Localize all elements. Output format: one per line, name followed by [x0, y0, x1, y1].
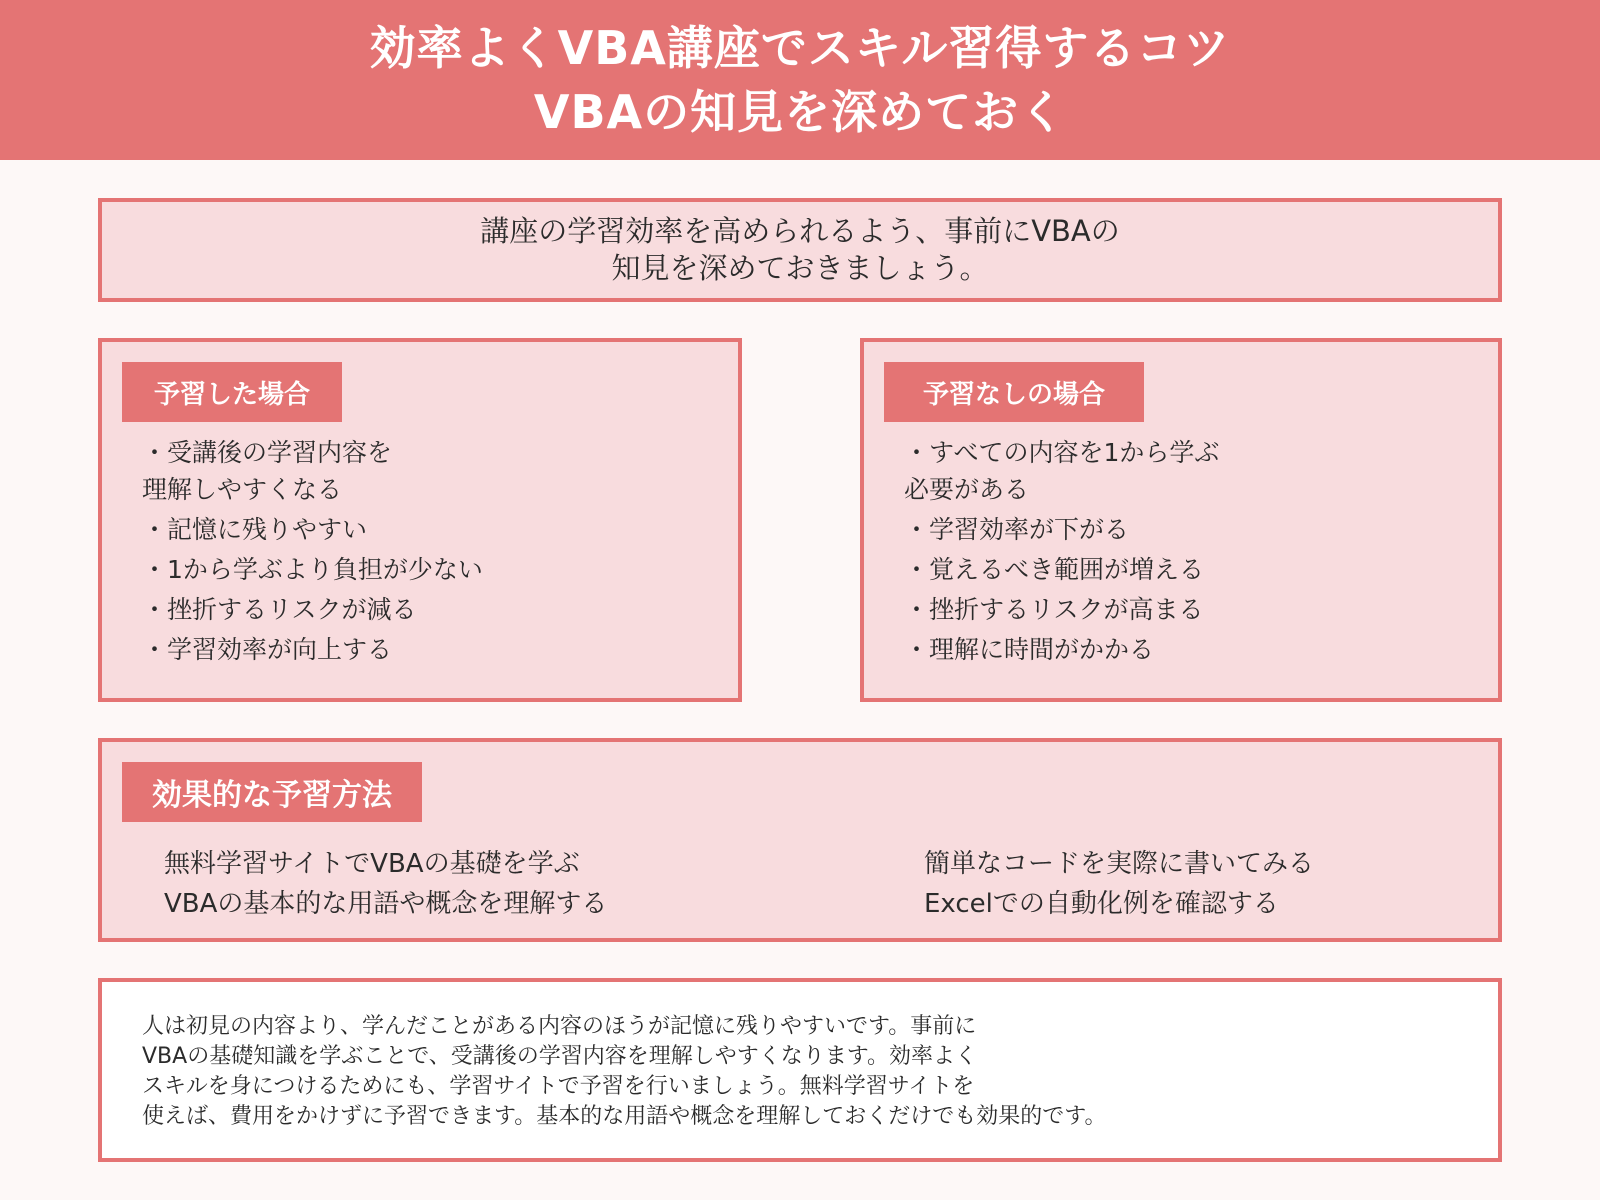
summary-line: 使えば、費用をかけずに予習できます。基本的な用語や概念を理解しておくだけでも効果的です。: [142, 1104, 1107, 1129]
method-item: 無料学習サイトでVBAの基礎を学ぶ: [164, 849, 580, 879]
methods-right-column: [924, 844, 1314, 924]
list-item: ・受講後の学習内容を: [142, 438, 393, 467]
intro-line-1: 講座の学習効率を高められるよう、事前にVBAの: [480, 214, 1120, 248]
without-prep-title: 予習なしの場合: [884, 362, 1144, 422]
summary-text: [142, 1012, 1106, 1132]
with-prep-title: 予習した場合: [122, 362, 342, 422]
without-prep-list: [904, 434, 1219, 671]
list-item: ・挫折するリスクが減る: [142, 595, 417, 624]
summary-line: スキルを身につけるためにも、学習サイトで予習を行いましょう。無料学習サイトを: [142, 1074, 975, 1099]
list-item: ・覚えるべき範囲が増える: [904, 555, 1205, 584]
list-item: ・すべての内容を1から学ぶ: [904, 438, 1220, 467]
summary-line: 人は初見の内容より、学んだことがある内容のほうが記憶に残りやすいです。事前に: [142, 1014, 977, 1039]
list-item: 必要がある: [904, 475, 1030, 504]
list-item: ・学習効率が向上する: [142, 635, 393, 664]
summary-line: VBAの基礎知識を学ぶことで、受講後の学習内容を理解しやすくなります。効率よく: [142, 1044, 977, 1069]
page-header: [0, 0, 1600, 160]
method-item: Excelでの自動化例を確認する: [924, 889, 1279, 919]
method-item: 簡単なコードを実際に書いてみる: [924, 849, 1315, 879]
list-item: ・理解に時間がかかる: [904, 635, 1155, 664]
intro-box: [98, 198, 1502, 302]
methods-panel: [98, 738, 1502, 942]
list-item: ・学習効率が下がる: [904, 515, 1130, 544]
method-item: VBAの基本的な用語や概念を理解する: [164, 889, 608, 919]
list-item: 理解しやすくなる: [142, 475, 343, 504]
methods-title: 効果的な予習方法: [122, 762, 422, 822]
without-prep-panel: [860, 338, 1502, 702]
list-item: ・挫折するリスクが高まる: [904, 595, 1204, 624]
with-prep-list: [142, 434, 483, 671]
page-title-line-2: VBAの知見を深めておく: [533, 85, 1067, 139]
list-item: ・記憶に残りやすい: [142, 515, 368, 544]
list-item: ・1から学ぶより負担が少ない: [142, 555, 483, 584]
methods-left-column: [164, 844, 607, 924]
page-title-line-1: 効率よくVBA講座でスキル習得するコツ: [369, 21, 1231, 75]
summary-box: [98, 978, 1502, 1162]
intro-line-2: 知見を深めておきましょう。: [611, 251, 989, 285]
with-prep-panel: [98, 338, 742, 702]
